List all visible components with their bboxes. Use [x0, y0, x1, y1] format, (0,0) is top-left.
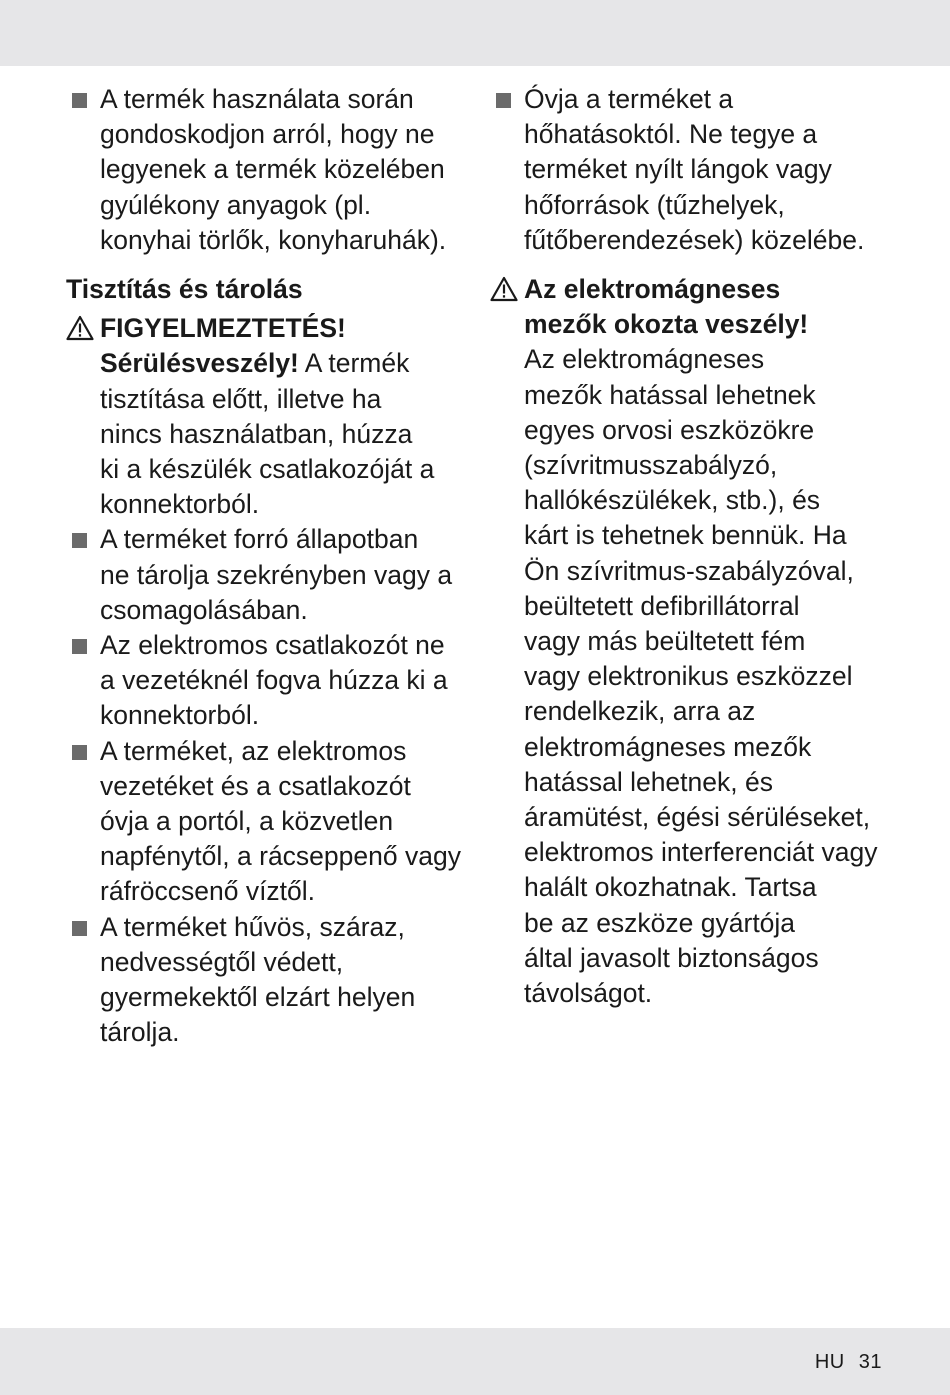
text-line: ki a készülék csatlakozóját a [100, 454, 435, 485]
warning-title: mezők okozta veszély! [524, 309, 809, 340]
list-item [66, 628, 466, 734]
text-line: napfénytől, a rácseppenő vagy [100, 841, 461, 872]
text-line: kárt is tehetnek bennük. Ha [524, 520, 847, 551]
square-bullet-icon [496, 93, 511, 108]
text-line: óvja a portól, a közvetlen [100, 806, 394, 837]
text-line: nedvességtől védett, [100, 946, 344, 977]
square-bullet-icon [72, 745, 87, 760]
text-line: hatással lehetnek, és [524, 766, 773, 797]
text-line: konnektorból. [100, 700, 260, 731]
text-line: beültetett defibrillátorral [524, 590, 800, 621]
text-line: A terméket, az elektromos [100, 735, 407, 766]
text-line: konyhai törlők, konyharuhák). [100, 224, 447, 255]
square-bullet-icon [72, 639, 87, 654]
text-fragment: A termék [298, 348, 410, 379]
text-line: A terméket forró állapotban [100, 524, 419, 555]
page-number: 31 [858, 1351, 882, 1373]
warning-block [490, 272, 880, 1011]
warning-triangle-icon [66, 315, 94, 341]
square-bullet-icon [72, 533, 87, 548]
square-bullet-icon [72, 921, 87, 936]
warning-subtitle: Sérülésveszély! [100, 348, 299, 379]
page-footer [815, 1351, 882, 1374]
text-line: be az eszköze gyártója [524, 907, 796, 938]
text-line: gondoskodjon arról, hogy ne [100, 119, 435, 150]
right-column [490, 82, 880, 1011]
text-line: Az elektromágneses [524, 344, 765, 375]
text-line: tárolja. [100, 1017, 180, 1048]
text-line: Ön szívritmus-szabályzóval, [524, 555, 854, 586]
text-line: a vezetéknél fogva húzza ki a [100, 665, 448, 696]
text-line: (szívritmusszabályzó, [524, 450, 778, 481]
text-line: ráfröccsenő víztől. [100, 876, 316, 907]
text-line: vagy elektronikus eszközzel [524, 661, 853, 692]
text-line: rendelkezik, arra az [524, 696, 756, 727]
text-line: egyes orvosi eszközökre [524, 414, 815, 445]
text-line: vezetéket és a csatlakozót [100, 770, 411, 801]
text-line: által javasolt biztonságos [524, 942, 819, 973]
language-code: HU [814, 1351, 845, 1373]
text-line: hallókészülékek, stb.), és [524, 485, 821, 516]
left-column [66, 82, 466, 1050]
text-line: tisztítása előtt, illetve ha [100, 383, 382, 414]
text-line: elektromágneses mezők [524, 731, 812, 762]
text-line: gyermekektől elzárt helyen [100, 982, 416, 1013]
list-item [66, 910, 466, 1051]
text-line: áramütést, égési sérüléseket, [524, 802, 871, 833]
warning-title: Az elektromágneses [524, 274, 781, 305]
text-line: ne tárolja szekrényben vagy a [100, 559, 453, 590]
text-line: terméket nyílt lángok vagy [524, 154, 832, 185]
square-bullet-icon [72, 93, 87, 108]
text-line: távolságot. [524, 978, 653, 1009]
list-item [66, 82, 466, 258]
warning-block [66, 311, 466, 522]
warning-triangle-icon [490, 276, 518, 302]
section-heading: Tisztítás és tárolás [66, 274, 303, 305]
text-line: halált okozhatnak. Tartsa [524, 872, 817, 903]
text-line: A terméket hűvös, száraz, [100, 911, 405, 942]
text-line: mezők hatással lehetnek [524, 379, 816, 410]
text-line: elektromos interferenciát vagy [524, 837, 878, 868]
text-line: hőhatásoktól. Ne tegye a [524, 119, 818, 150]
bottom-band [0, 1328, 950, 1395]
text-line: konnektorból. [100, 489, 260, 520]
text-line: vagy más beültetett fém [524, 626, 806, 657]
text-line: csomagolásában. [100, 594, 308, 625]
text-line: A termék használata során [100, 84, 414, 114]
text-line: fűtőberendezések) közelébe. [524, 224, 865, 255]
text-line: Az elektromos csatlakozót ne [100, 630, 445, 661]
warning-title: FIGYELMEZTETÉS! [100, 313, 346, 344]
text-line: hőforrások (tűzhelyek, [524, 189, 785, 220]
list-item [66, 734, 466, 910]
top-band [0, 0, 950, 66]
list-item [66, 522, 466, 628]
text-line: nincs használatban, húzza [100, 418, 413, 449]
text-line: gyúlékony anyagok (pl. [100, 189, 372, 220]
text-line: legyenek a termék közelében [100, 154, 445, 185]
list-item [490, 82, 880, 258]
text-line: Óvja a terméket a [524, 84, 734, 114]
